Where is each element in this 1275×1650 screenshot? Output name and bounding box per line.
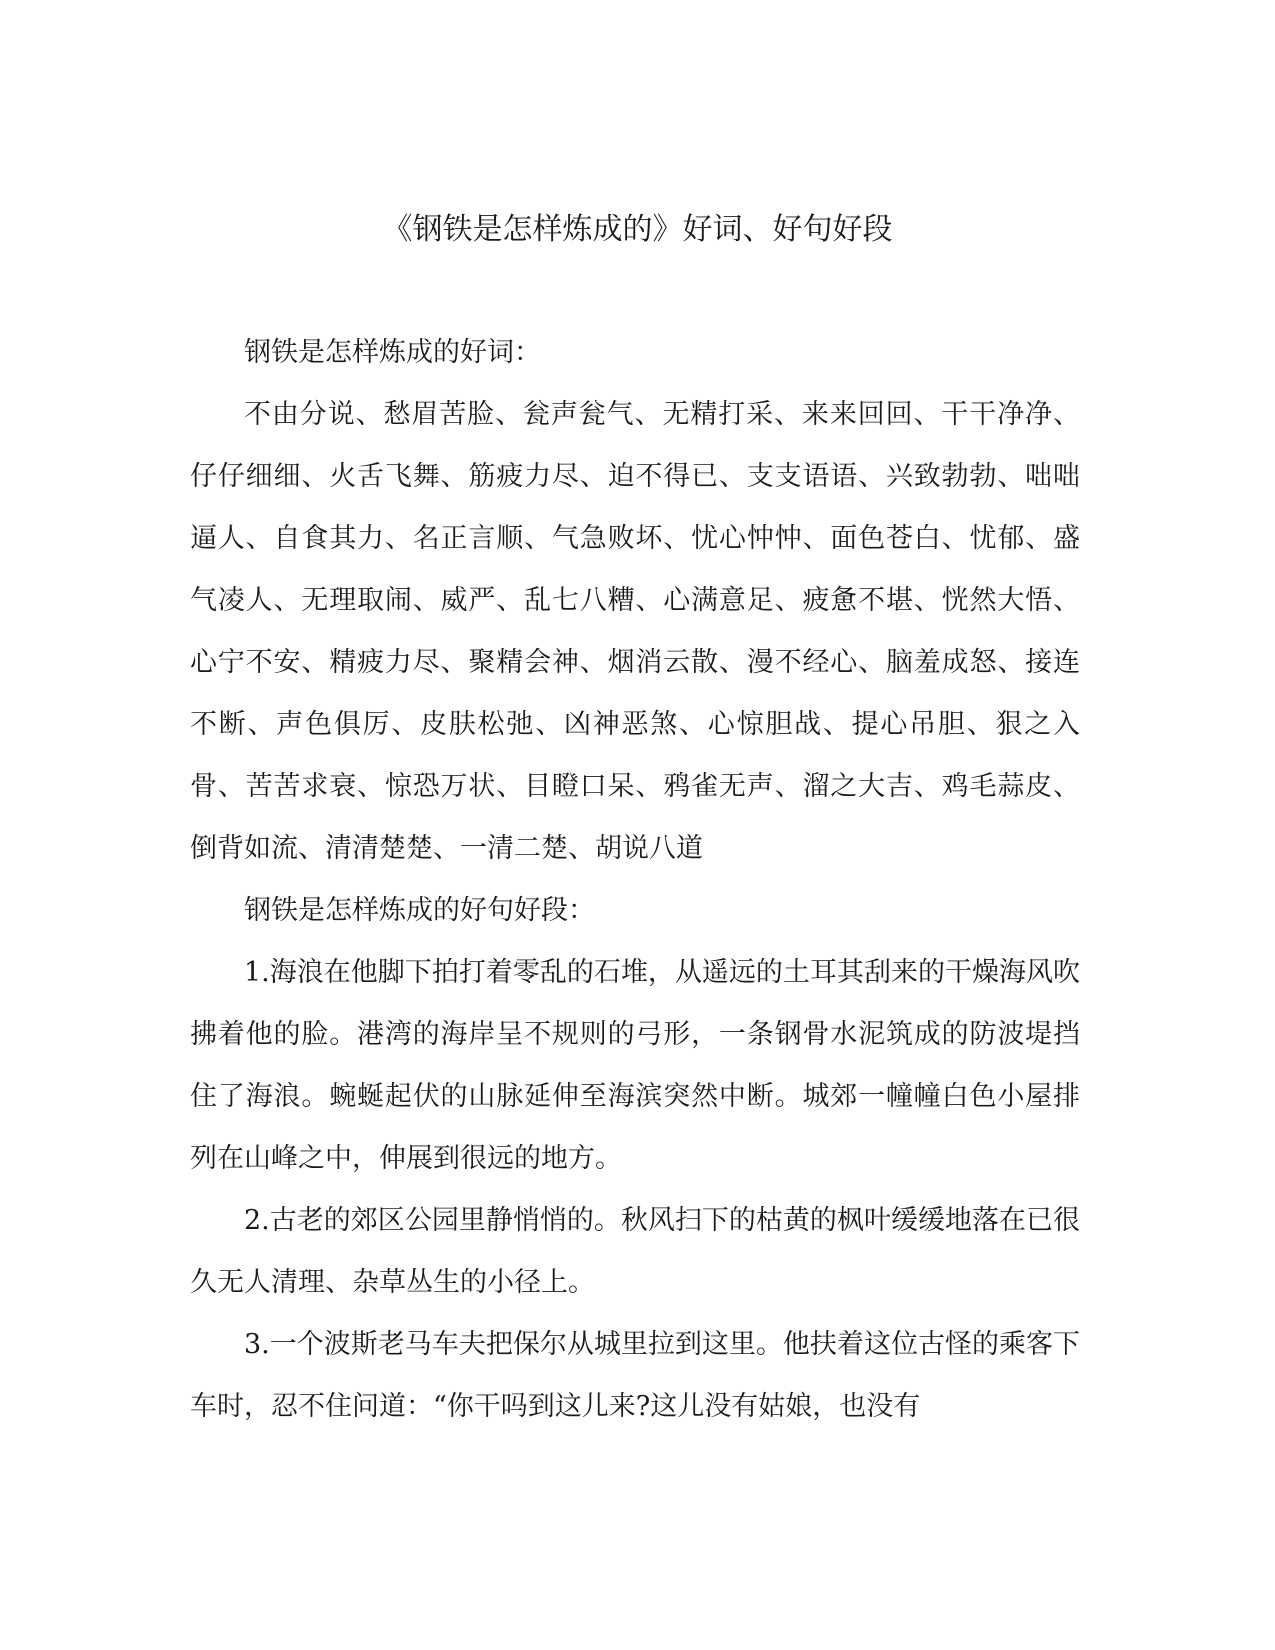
section-heading-good-sentences: 钢铁是怎样炼成的好句好段：	[244, 895, 595, 926]
document-body	[190, 322, 1080, 1438]
document-title: 《钢铁是怎样炼成的》好词、好句好段	[382, 212, 893, 247]
passage-2: 2.古老的郊区公园里静悄悄的。秋风扫下的枯黄的枫叶缓缓地落在已很久无人清理、杂草丛生的小径上。	[190, 1205, 1080, 1298]
passage-1: 1.海浪在他脚下拍打着零乱的石堆，从遥远的土耳其刮来的干燥海风吹拂着他的脸。港湾的海岸呈不规则的弓形，一条钢骨水泥筑成的防波堤挡住了海浪。蜿蜒起伏的山脉延伸至海滨突然中断。城郊一幢幢白色小屋排列在山峰之中，伸展到很远的地方。	[190, 957, 1080, 1174]
good-words-list: 不由分说、愁眉苦脸、瓮声瓮气、无精打采、来来回回、干干净净、仔仔细细、火舌飞舞、筋疲力尽、迫不得已、支支语语、兴致勃勃、咄咄逼人、自食其力、名正言顺、气急败坏、忧心忡忡、面色苍白、忧郁、盛气凌人、无理取闹、威严、乱七八糟、心满意足、疲惫不堪、恍然大悟、心宁不安、精疲力尽、聚精会神、烟消云散、漫不经心、脑羞成怒、接连不断、声色俱厉、皮肤松弛、凶神恶煞、心惊胆战、提心吊胆、狠之入骨、苦苦求衰、惊恐万状、目瞪口呆、鸦雀无声、溜之大吉、鸡毛蒜皮、倒背如流、清清楚楚、一清二楚、胡说八道	[190, 399, 1080, 864]
section-heading-good-words: 钢铁是怎样炼成的好词：	[244, 337, 541, 368]
passage-3: 3.一个波斯老马车夫把保尔从城里拉到这里。他扶着这位古怪的乘客下车时，忍不住问道：“你干吗到这儿来?这儿没有姑娘，也没有	[190, 1329, 1080, 1422]
